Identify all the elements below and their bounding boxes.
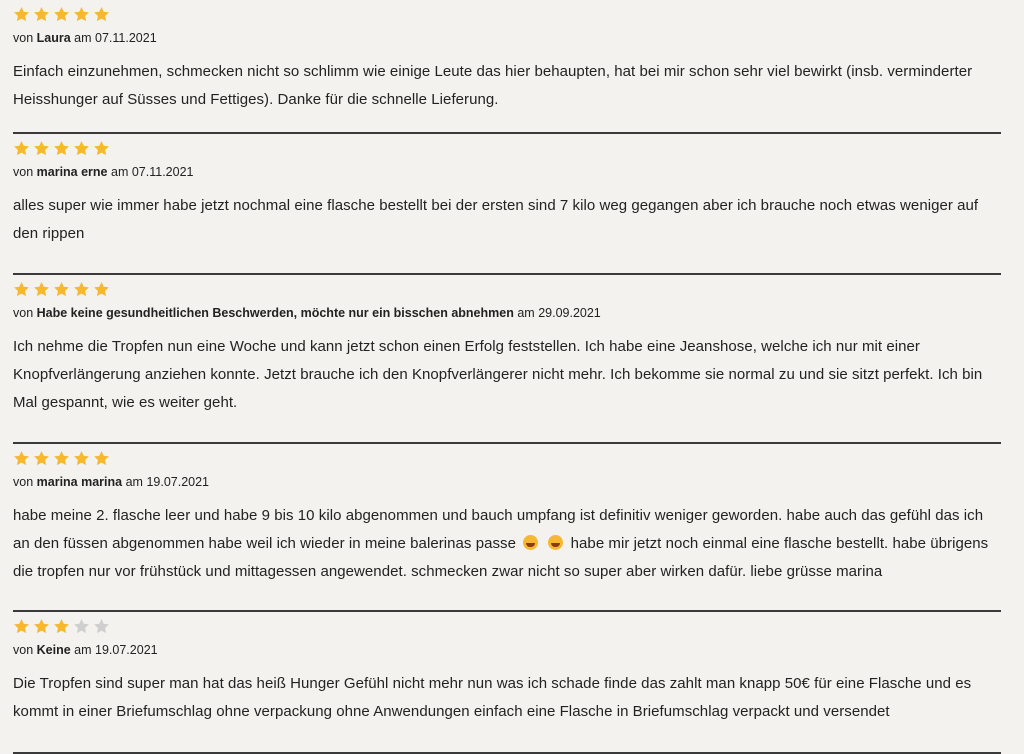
review-date: 19.07.2021	[95, 643, 158, 657]
star-icon-empty	[73, 618, 90, 635]
review-date: 19.07.2021	[146, 475, 210, 489]
review-item	[13, 450, 1001, 612]
star-icon-filled	[53, 281, 70, 298]
star-rating	[13, 140, 1001, 156]
by-prefix: von	[13, 306, 34, 320]
star-icon-filled	[33, 281, 50, 298]
review-text-part: habe mir jetzt noch einmal eine flasche bestellt. habe übrigens die tropfen nur vor frühstück und mittagessen angewendet. schmecken zwar nicht so super aber wirken dafür. liebe grüsse marina	[13, 535, 989, 580]
review-item	[13, 140, 1001, 275]
review-text: Die Tropfen sind super man hat das heiß Hunger Gefühl nicht mehr nun was ich schade finde das zahlt man knapp 50€ für eine Flasche und es kommt in einer Briefumschlag ohne verpackung ohne Anwendungen einfach eine Flasche in Briefumschlag verpackt und versendet	[13, 675, 972, 720]
star-icon-filled	[13, 450, 30, 467]
review-meta	[13, 642, 1001, 658]
by-prefix: von	[13, 165, 34, 179]
star-icon-filled	[13, 281, 30, 298]
date-prefix: am	[517, 306, 535, 320]
by-prefix: von	[13, 475, 34, 489]
review-date: 07.11.2021	[131, 165, 194, 179]
star-icon-filled	[13, 140, 30, 157]
star-icon-filled	[93, 281, 110, 298]
review-text-part: habe meine 2. flasche leer und habe 9 bis 10 kilo abgenommen und bauch umpfang ist definitiv weniger geworden. habe auch das gefühl das ich an den füssen abgenommen habe weil ich wieder in meine balerinas passe	[13, 507, 984, 552]
by-prefix: von	[13, 31, 34, 45]
review-text: Ich nehme die Tropfen nun eine Woche und kann jetzt schon einen Erfolg feststellen. Ich habe eine Jeanshose, welche ich nur mit einer Knopfverlängerung anziehen konnte. Jetzt brauche ich den Knopfverlängerer nicht mehr. Ich bekomme sie normal zu und sie sitzt perfekt. Ich bin Mal gespannt, wie es weiter geht.	[13, 338, 983, 411]
review-author: Laura	[36, 31, 71, 45]
star-icon-filled	[73, 281, 90, 298]
star-icon-filled	[73, 6, 90, 23]
review-author: marina erne	[36, 165, 108, 179]
star-icon-filled	[93, 450, 110, 467]
star-icon-filled	[53, 140, 70, 157]
review-item	[13, 281, 1001, 444]
star-icon-filled	[73, 450, 90, 467]
star-icon-filled	[13, 618, 30, 635]
review-author: marina marina	[36, 475, 123, 489]
review-item	[13, 6, 1001, 134]
star-icon-filled	[33, 140, 50, 157]
review-date: 29.09.2021	[538, 306, 601, 320]
review-meta	[13, 305, 1001, 321]
review-text: alles super wie immer habe jetzt nochmal eine flasche bestellt bei der ersten sind 7 kilo weg gegangen aber ich brauche noch etwas weniger auf den rippen	[13, 197, 979, 242]
star-rating	[13, 618, 1001, 634]
star-icon-filled	[73, 140, 90, 157]
date-prefix: am	[74, 643, 92, 657]
review-text: Einfach einzunehmen, schmecken nicht so schlimm wie einige Leute das hier behaupten, hat bei mir schon sehr viel bewirkt (insb. verminderter Heisshunger auf Süsses und Fettiges). Danke für die schnelle Lieferung.	[13, 63, 973, 108]
star-icon-filled	[93, 140, 110, 157]
star-icon-filled	[53, 6, 70, 23]
star-icon-filled	[93, 6, 110, 23]
laughing-face-icon	[523, 535, 538, 550]
review-list	[13, 0, 1001, 754]
star-icon-filled	[33, 6, 50, 23]
laughing-face-icon	[548, 535, 563, 550]
review-item	[13, 618, 1001, 754]
review-author: Keine	[36, 643, 71, 657]
star-rating	[13, 450, 1001, 466]
review-meta	[13, 474, 1001, 490]
date-prefix: am	[74, 31, 92, 45]
star-icon-filled	[53, 450, 70, 467]
star-rating	[13, 6, 1001, 22]
review-text	[13, 502, 1001, 586]
review-meta	[13, 30, 1001, 46]
review-author: Habe keine gesundheitlichen Beschwerden, möchte nur ein bisschen abnehmen	[36, 306, 514, 320]
star-icon-empty	[93, 618, 110, 635]
star-icon-filled	[33, 618, 50, 635]
review-date: 07.11.2021	[95, 31, 157, 45]
star-icon-filled	[33, 450, 50, 467]
by-prefix: von	[13, 643, 34, 657]
date-prefix: am	[125, 475, 143, 489]
star-icon-filled	[13, 6, 30, 23]
date-prefix: am	[111, 165, 129, 179]
star-icon-filled	[53, 618, 70, 635]
star-rating	[13, 281, 1001, 297]
review-meta	[13, 164, 1001, 180]
